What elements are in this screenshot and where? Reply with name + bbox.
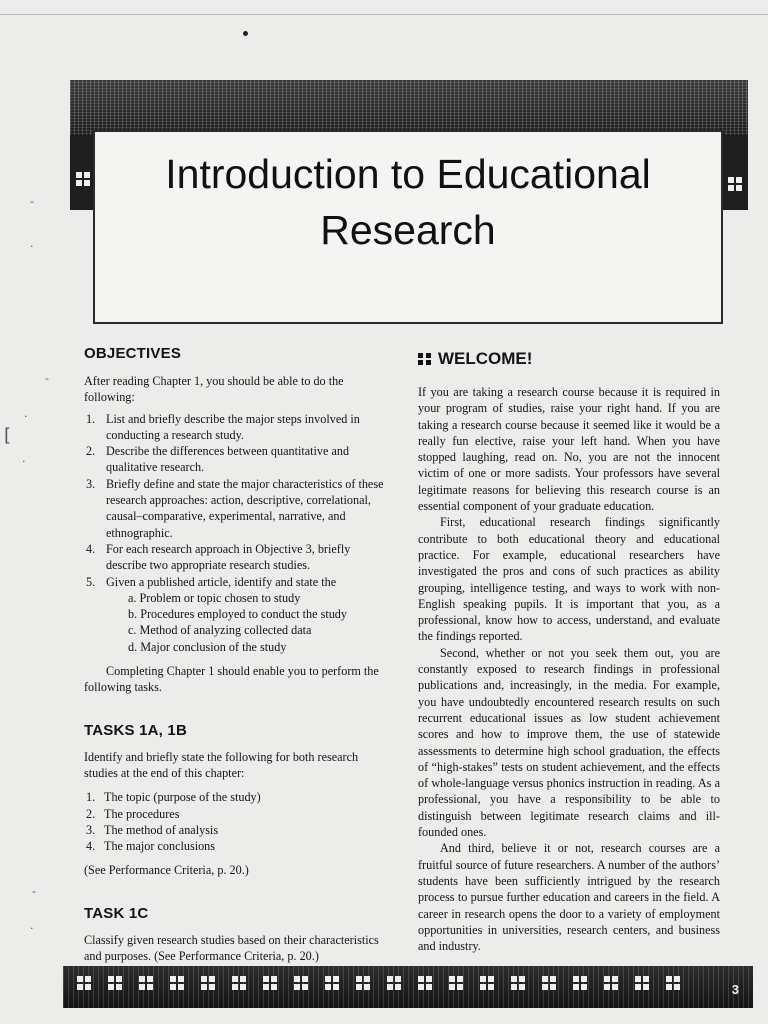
square-grid-icon <box>573 976 587 990</box>
task-1c-heading: TASK 1C <box>84 904 149 922</box>
welcome-paragraph: If you are taking a research course because it is required in your program of studies, raise your right hand. If you are taking a research course because it seemed like it would be a really fun elective, raise your left hand. When you have stopped laughing, read on. No, you are not the innocent victim of one or more sadists. Your professors have several legitimate reasons for believing this research course is an essential component of your graduate education. <box>418 385 720 514</box>
square-grid-icon <box>325 976 339 990</box>
task-item <box>84 806 389 822</box>
square-grid-icon <box>418 352 432 366</box>
objective-text: For each research approach in Objective 3, briefly describe two appropriate research studies. <box>106 541 351 573</box>
page-top-rule <box>0 14 768 15</box>
welcome-heading <box>418 349 720 369</box>
square-grid-icon <box>728 177 742 191</box>
welcome-paragraph: Second, whether or not you seek them out, you are constantly exposed to research findings in professional publications and, increasingly, in the media. For example, you have undoubtedly encountered research results on such recurrent educational issues as low student achievement scores and how to improve them, the use of statewide assessments to determine high school graduation, the effects of “high-stakes” tests on student achievement, and the effects of whole-language versus phonics instruction in reading. As a professional, you have a responsibility to be able to distinguish between legitimate research claims and ill-founded ones. <box>418 645 720 840</box>
objective-number: 5. <box>86 574 96 589</box>
chapter-title <box>95 146 721 258</box>
objective-number: 1. <box>86 411 96 426</box>
margin-bracket-mark: [ <box>4 425 12 446</box>
margin-mark: - <box>30 195 34 208</box>
margin-mark: · <box>30 922 34 935</box>
tasks-1a-1b-heading: TASKS 1A, 1B <box>84 721 187 739</box>
left-column <box>84 345 389 964</box>
square-grid-icon <box>263 976 277 990</box>
task-text: The method of analysis <box>104 822 219 837</box>
objectives-heading: OBJECTIVES <box>84 345 182 362</box>
square-grid-icon <box>635 976 649 990</box>
objective-text: List and briefly describe the major steps involved in conducting a research study. <box>106 411 360 442</box>
objectives-intro: After reading Chapter 1, you should be able to do the following: <box>84 374 344 405</box>
task-number: 2. <box>86 806 96 821</box>
square-grid-icon <box>449 976 463 990</box>
task-number: 3. <box>86 822 96 837</box>
welcome-paragraph: First, educational research findings significantly contribute to both educational theory and educational practice. For example, educational researchers have investigated the pros and cons of such practices as ability grouping, intelligence testing, and ways to work with non-English speaking pupils. It is important that you, as a professional, know how to access, understand, and evaluate the findings reported. <box>418 515 720 644</box>
right-column <box>418 345 720 954</box>
task-item <box>84 789 389 805</box>
margin-mark: · <box>30 240 34 253</box>
objective-subitem: a. Problem or topic chosen to study <box>128 590 301 605</box>
square-grid-icon <box>356 976 370 990</box>
welcome-heading-text: WELCOME! <box>438 349 533 368</box>
task-item <box>84 838 389 854</box>
welcome-paragraph: And third, believe it or not, research courses are a fruitful source of future researchers. A number of the authors’ students have been sufficiently intrigued by the research process to pursue further education and careers in the field. A career in research opens the door to a variety of employment opportunities in universities, research centers, and business and industry. <box>418 841 720 954</box>
margin-mark: · <box>24 410 28 423</box>
square-grid-icon <box>77 976 91 990</box>
task-number: 4. <box>86 839 96 854</box>
objective-subitem: c. Method of analyzing collected data <box>128 623 312 638</box>
task-item <box>84 822 389 838</box>
objective-number: 3. <box>86 476 96 491</box>
chapter-title-line2: Research <box>320 207 496 253</box>
task-text: The topic (purpose of the study) <box>104 790 261 805</box>
chapter-title-line1: Introduction to Educational <box>165 151 651 197</box>
square-grid-icon <box>201 976 215 990</box>
objective-subitem: b. Procedures employed to conduct the study <box>128 607 347 622</box>
objective-text: Given a published article, identify and state the <box>106 574 337 589</box>
square-grid-icon <box>387 976 401 990</box>
objective-item <box>84 443 389 476</box>
objective-item <box>84 411 389 444</box>
margin-mark: - <box>32 885 36 898</box>
task-text: The major conclusions <box>104 839 216 854</box>
square-grid-icon <box>76 172 90 186</box>
square-grid-icon <box>232 976 246 990</box>
objective-number: 4. <box>86 541 96 556</box>
tasks-list <box>84 789 389 854</box>
task-1c-text: Classify given research studies based on their characteristics and purposes. (See Performance Criteria, p. 20.) <box>84 932 379 964</box>
task-text: The procedures <box>104 806 180 821</box>
objectives-list <box>84 411 389 655</box>
margin-mark: · <box>22 455 26 468</box>
page-number: 3 <box>731 982 739 997</box>
square-grid-icon <box>294 976 308 990</box>
objective-item <box>84 476 389 541</box>
square-grid-icon <box>542 976 556 990</box>
square-grid-icon <box>170 976 184 990</box>
performance-criteria-note: (See Performance Criteria, p. 20.) <box>84 863 249 878</box>
objective-text: Describe the differences between quantitative and qualitative research. <box>106 444 350 475</box>
square-grid-icon <box>418 976 432 990</box>
square-grid-icon <box>108 976 122 990</box>
square-grid-icon <box>666 976 680 990</box>
objective-item <box>84 574 389 655</box>
task-number: 1. <box>86 790 96 805</box>
square-grid-icon <box>139 976 153 990</box>
objective-text: Briefly define and state the major characteristics of these research approaches: action, descriptive, correlational, causal–comparative, experimental, narrative, and ethnographic. <box>106 476 384 540</box>
header-side-tab-right <box>722 135 748 210</box>
objective-number: 2. <box>86 444 96 459</box>
square-grid-icon <box>604 976 618 990</box>
tasks-1a-1b-intro: Identify and briefly state the following for both research studies at the end of this chapter: <box>84 749 359 780</box>
objective-item <box>84 541 389 574</box>
stray-dot <box>243 31 248 36</box>
objective-sublist <box>106 590 389 655</box>
objectives-closing: Completing Chapter 1 should enable you to perform the following tasks. <box>84 664 379 695</box>
objective-subitem: d. Major conclusion of the study <box>128 639 287 654</box>
square-grid-icon <box>480 976 494 990</box>
square-grid-icon <box>511 976 525 990</box>
margin-mark: - <box>45 372 49 385</box>
footer-band <box>63 966 753 1008</box>
chapter-title-box <box>93 130 723 324</box>
